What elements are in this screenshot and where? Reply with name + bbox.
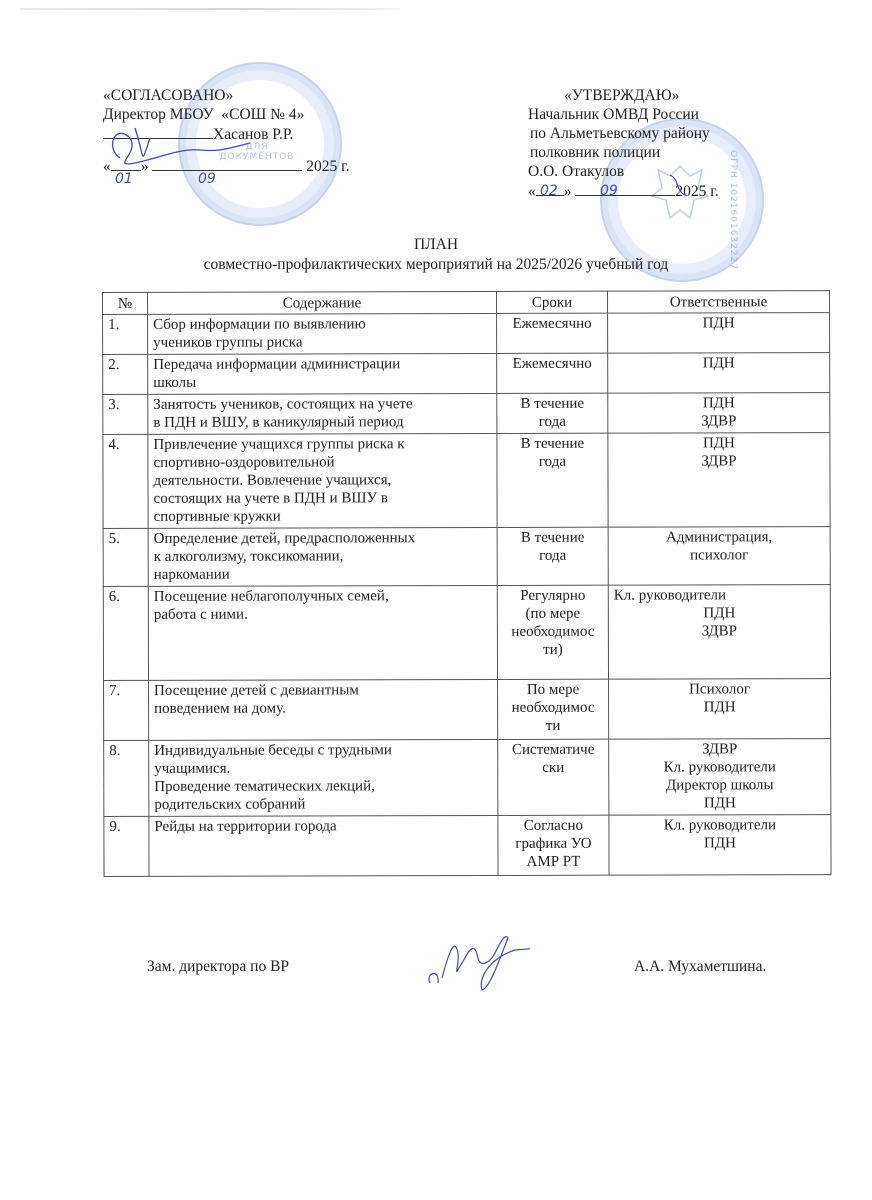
row-content-line: Посещение детей с девиантным (154, 682, 359, 699)
row-responsible (608, 313, 830, 354)
row-term-line: Регулярно (520, 587, 586, 604)
row-responsible-line: ПДН (703, 699, 736, 716)
row-responsible-line: ПДН (702, 435, 735, 452)
approval-right-block (528, 86, 828, 201)
row-content (149, 679, 498, 740)
row-content-line: Сбор информации по выявлению (153, 316, 366, 333)
row-term-line: необходимос (511, 623, 595, 640)
approval-right-line-1: Начальник ОМВД России (528, 106, 699, 123)
table-header-row (103, 291, 830, 315)
row-term-line: года (538, 453, 567, 470)
row-term-line: года (539, 547, 567, 564)
row-term (497, 527, 608, 585)
row-term-line: графика УО (515, 835, 592, 852)
row-responsible (609, 679, 831, 740)
row-content-line: наркомании (153, 566, 230, 583)
row-content (148, 353, 497, 394)
row-term (497, 433, 608, 527)
row-term-line: По мере (526, 681, 580, 698)
table-row (104, 679, 831, 741)
row-responsible-line: ПДН (702, 315, 735, 332)
row-responsible-line: Кл. руководители (663, 817, 777, 834)
row-term-line: ти) (543, 641, 563, 658)
row-term (497, 313, 608, 353)
row-content-line: Рейды на территории города (154, 818, 337, 835)
row-content-line: деятельности. Вовлечение учащихся, (153, 472, 392, 489)
row-responsible (608, 393, 830, 434)
row-content-line: Занятость учеников, состоящих на учете (153, 396, 413, 413)
row-responsible-line: ЗДВР (701, 413, 737, 430)
approval-left-date: « » 2025 г. (103, 158, 350, 175)
row-number: 7. (104, 680, 149, 740)
row-content-line: работа с ними. (153, 606, 248, 623)
row-responsible-line: ПДН (702, 395, 735, 412)
row-responsible-line: Кл. руководители (663, 759, 776, 776)
row-responsible-line: Кл. руководители (613, 587, 727, 604)
row-term-line: года (538, 413, 566, 430)
row-number: 1. (103, 314, 148, 354)
approval-right-date-month: 09 (600, 183, 618, 199)
table-row (104, 739, 831, 817)
row-term (497, 585, 608, 679)
footer-name: А.А. Мухаметшина. (634, 958, 767, 975)
table-row (104, 815, 831, 877)
row-term-line: ти (545, 717, 561, 734)
row-responsible (608, 433, 830, 528)
row-term-line: Систематиче (511, 741, 595, 758)
row-number: 4. (103, 434, 148, 528)
row-term-line: (по мере (525, 605, 581, 622)
approval-left-title: «СОГЛАСОВАНО» (103, 87, 234, 104)
row-responsible (608, 585, 830, 680)
row-term-line: В течение (520, 395, 585, 412)
school-stamp-text: ДЛЯ ДОКУМЕНТОВ (219, 142, 295, 162)
row-number: 9. (104, 816, 149, 876)
row-content-line: спортивно-оздоровительной (153, 454, 335, 471)
row-content (148, 433, 497, 528)
table-row (103, 353, 830, 395)
row-content (149, 815, 498, 876)
row-number: 6. (103, 586, 148, 680)
scan-artifact-line (20, 8, 400, 10)
row-content (148, 393, 497, 434)
row-responsible-line: Психолог (689, 681, 751, 698)
row-content-line: Привлечение учащихся группы риска к (153, 436, 405, 453)
approval-right-line-3: полковник полиции (530, 144, 661, 161)
header-responsible: Ответственные (607, 291, 829, 314)
row-content-line: Определение детей, предрасположенных (153, 530, 416, 547)
row-number: 2. (103, 354, 148, 394)
row-content-line: спортивные кружки (153, 508, 281, 525)
row-content-line: к алкоголизму, токсикомании, (153, 548, 344, 565)
row-content-line: Индивидуальные беседы с трудными (154, 742, 392, 759)
row-number: 5. (103, 528, 148, 586)
approval-right-date-day: 02 (540, 183, 558, 199)
header-num: № (103, 292, 148, 314)
header-term: Сроки (496, 291, 607, 313)
row-responsible (608, 353, 830, 394)
row-responsible-line: ПДН (702, 355, 735, 372)
approval-right-line-4: О.О. Отакулов (528, 163, 625, 180)
row-responsible-line: ЗДВР (702, 741, 738, 758)
row-term-line: необходимос (511, 699, 595, 716)
footer-position: Зам. директора по ВР (147, 958, 290, 975)
row-term (498, 815, 609, 875)
approval-left-block (103, 86, 403, 176)
table-row (103, 433, 830, 529)
row-content (148, 527, 497, 586)
row-term-line: Согласно (523, 817, 584, 834)
approval-left-signature-line (103, 124, 403, 144)
row-term-line: АМР РТ (526, 853, 581, 870)
row-number: 3. (103, 394, 148, 434)
approval-right-line-2: по Альметьевскому району (530, 125, 710, 142)
row-content-line: Посещение неблагополучных семей, (153, 588, 389, 605)
row-term (497, 393, 608, 433)
row-content-line: Передача информации администрации (153, 356, 401, 373)
approval-right-title: «УТВЕРЖДАЮ» (564, 87, 680, 104)
plan-title: ПЛАН (413, 236, 459, 253)
row-responsible-line: Директор школы (665, 777, 774, 794)
row-term-line: Ежемесячно (512, 355, 592, 372)
approval-right-year: 2025 г. (675, 183, 719, 200)
row-responsible-line: ЗДВР (701, 453, 737, 470)
row-responsible (609, 739, 831, 816)
row-responsible-line: ПДН (703, 795, 736, 812)
approval-left-date-month: 09 (198, 171, 216, 187)
row-responsible-line: ПДН (703, 835, 736, 852)
row-term-line: ски (542, 759, 565, 776)
row-content (149, 739, 498, 816)
approval-left-position: Директор МБОУ «СОШ № 4» (103, 106, 305, 123)
approval-left-name: Хасанов Р.Р. (213, 126, 294, 143)
row-content-line: родительских собраний (154, 796, 306, 813)
row-number: 8. (104, 740, 149, 816)
row-responsible-line: Администрация, (665, 529, 773, 546)
row-content (148, 585, 497, 680)
table-row (103, 313, 830, 355)
row-content-line: состоящих на учете в ПДН и ВШУ в (153, 490, 388, 507)
row-responsible-line: ПДН (703, 605, 736, 622)
row-responsible (609, 815, 831, 876)
row-content-line: учеников группы риска (153, 334, 303, 351)
row-content-line: Проведение тематических лекций, (154, 778, 375, 795)
row-content-line: поведением на дому. (154, 700, 286, 717)
approval-left-year: 2025 г. (306, 158, 350, 175)
footer-signature (420, 928, 530, 998)
row-responsible-line: психолог (690, 547, 749, 564)
row-content-line: в ПДН и ВШУ, в каникулярный период (153, 414, 404, 431)
row-term-line: В течение (520, 435, 585, 452)
plan-table (102, 290, 832, 877)
row-responsible-line: ЗДВР (701, 623, 738, 640)
table-row (103, 393, 830, 435)
header-content: Содержание (148, 291, 497, 314)
row-term (498, 679, 609, 739)
approval-right-date: « » 2025 г. (528, 183, 719, 200)
row-term-line: В течение (520, 529, 585, 546)
table-body (103, 313, 831, 877)
row-content (148, 313, 497, 354)
row-term (497, 353, 608, 393)
table-row (103, 585, 830, 681)
row-responsible (608, 527, 830, 586)
plan-subtitle: совместно-профилактических мероприятий на 2025/2026 учебный год (203, 256, 669, 273)
row-term-line: Ежемесячно (512, 315, 592, 332)
approval-left-date-day: 01 (115, 171, 133, 187)
table-row (103, 527, 830, 587)
row-content-line: школы (153, 374, 197, 391)
row-content-line: учащимися. (154, 760, 231, 777)
row-term (498, 739, 609, 815)
police-stamp-text: ОГРН 1021601632227 (728, 150, 738, 271)
